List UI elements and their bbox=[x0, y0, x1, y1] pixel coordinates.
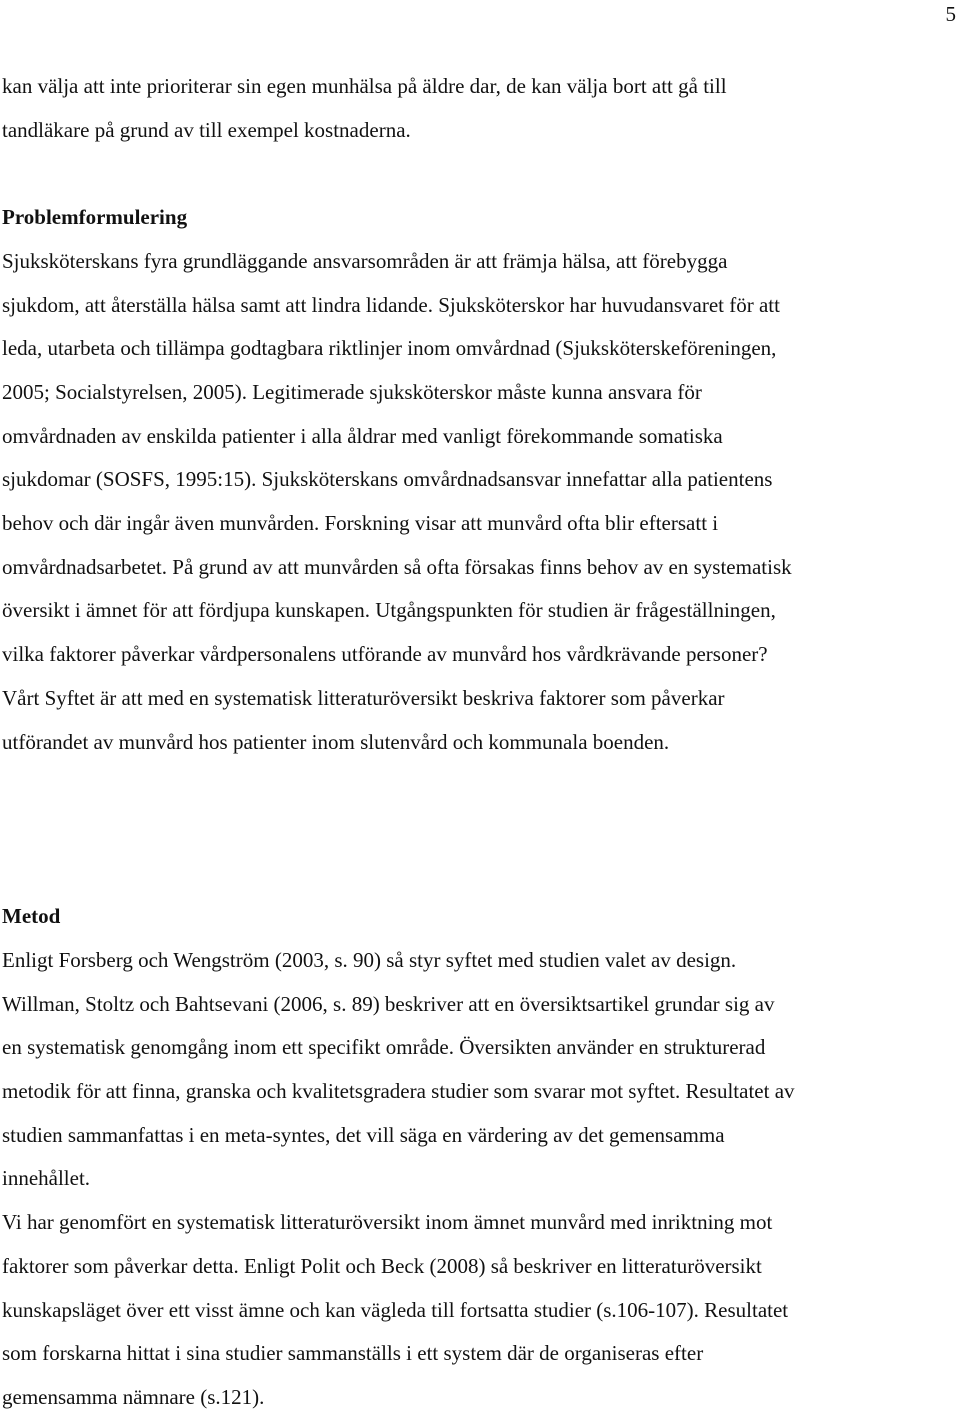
text-line: Vårt Syftet är att med en systematisk litteraturöversikt beskriva faktorer som påverkar bbox=[2, 685, 725, 710]
text-line: Enligt Forsberg och Wengström (2003, s. 90) så styr syftet med studien valet av design. bbox=[2, 947, 737, 972]
heading-problemformulering: Problemformulering bbox=[2, 205, 188, 230]
text-line: kunskapsläget över ett visst ämne och kan vägleda till fortsatta studier (s.106-107). Resultatet bbox=[2, 1297, 789, 1322]
method-paragraph-2 bbox=[2, 1201, 960, 1420]
intro-paragraph bbox=[2, 65, 960, 152]
text-line: Sjuksköterskans fyra grundläggande ansvarsområden är att främja hälsa, att förebygga bbox=[2, 248, 728, 273]
text-line: innehållet. bbox=[2, 1166, 91, 1191]
section-spacer bbox=[2, 764, 960, 895]
method-paragraph-1 bbox=[2, 939, 960, 1201]
text-line: faktorer som påverkar detta. Enligt Polit och Beck (2008) så beskriver en litteraturöversikt bbox=[2, 1253, 762, 1278]
text-line: tandläkare på grund av till exempel kostnaderna. bbox=[2, 117, 411, 142]
text-line: leda, utarbeta och tillämpa godtagbara riktlinjer inom omvårdnad (Sjuksköterskeföreningen, bbox=[2, 336, 777, 361]
text-line: Willman, Stoltz och Bahtsevani (2006, s. 89) beskriver att en översiktsartikel grundar sig av bbox=[2, 991, 775, 1016]
text-line: gemensamma nämnare (s.121). bbox=[2, 1384, 265, 1409]
text-line: sjukdomar (SOSFS, 1995:15). Sjuksköterskans omvårdnadsansvar innefattar alla patientens bbox=[2, 467, 773, 492]
text-line: 2005; Socialstyrelsen, 2005). Legitimerade sjuksköterskor måste kunna ansvara för bbox=[2, 379, 702, 404]
text-line: omvårdnadsarbetet. På grund av att munvården så ofta försakas finns behov av en systematisk bbox=[2, 554, 792, 579]
page-number: 5 bbox=[945, 2, 956, 26]
problem-paragraph bbox=[2, 240, 960, 764]
text-line: omvårdnaden av enskilda patienter i alla åldrar med vanligt förekommande somatiska bbox=[2, 423, 723, 448]
text-line: kan välja att inte prioriterar sin egen munhälsa på äldre dar, de kan välja bort att gå till bbox=[2, 74, 727, 98]
paragraph-spacer bbox=[2, 152, 960, 196]
text-line: behov och där ingår även munvården. Forskning visar att munvård ofta blir eftersatt i bbox=[2, 511, 719, 536]
text-line: sjukdom, att återställa hälsa samt att lindra lidande. Sjuksköterskor har huvudansvaret för att bbox=[2, 292, 780, 317]
heading-metod: Metod bbox=[2, 904, 61, 929]
text-line: översikt i ämnet för att fördjupa kunskapen. Utgångspunkten för studien är frågeställningen, bbox=[2, 598, 776, 623]
text-line: vilka faktorer påverkar vårdpersonalens utförande av munvård hos vårdkrävande personer? bbox=[2, 642, 768, 667]
text-line: metodik för att finna, granska och kvalitetsgradera studier som svarar mot syftet. Resultatet av bbox=[2, 1079, 795, 1104]
text-line: Vi har genomfört en systematisk litteraturöversikt inom ämnet munvård med inriktning mot bbox=[2, 1210, 773, 1235]
text-line: som forskarna hittat i sina studier sammanställs i ett system där de organiseras efter bbox=[2, 1341, 704, 1366]
text-line: en systematisk genomgång inom ett specifikt område. Översikten använder en strukturerad bbox=[2, 1035, 766, 1060]
text-line: utförandet av munvård hos patienter inom slutenvård och kommunala boenden. bbox=[2, 729, 670, 754]
document-body bbox=[2, 65, 960, 1420]
text-line: studien sammanfattas i en meta-syntes, det vill säga en värdering av det gemensamma bbox=[2, 1122, 725, 1147]
